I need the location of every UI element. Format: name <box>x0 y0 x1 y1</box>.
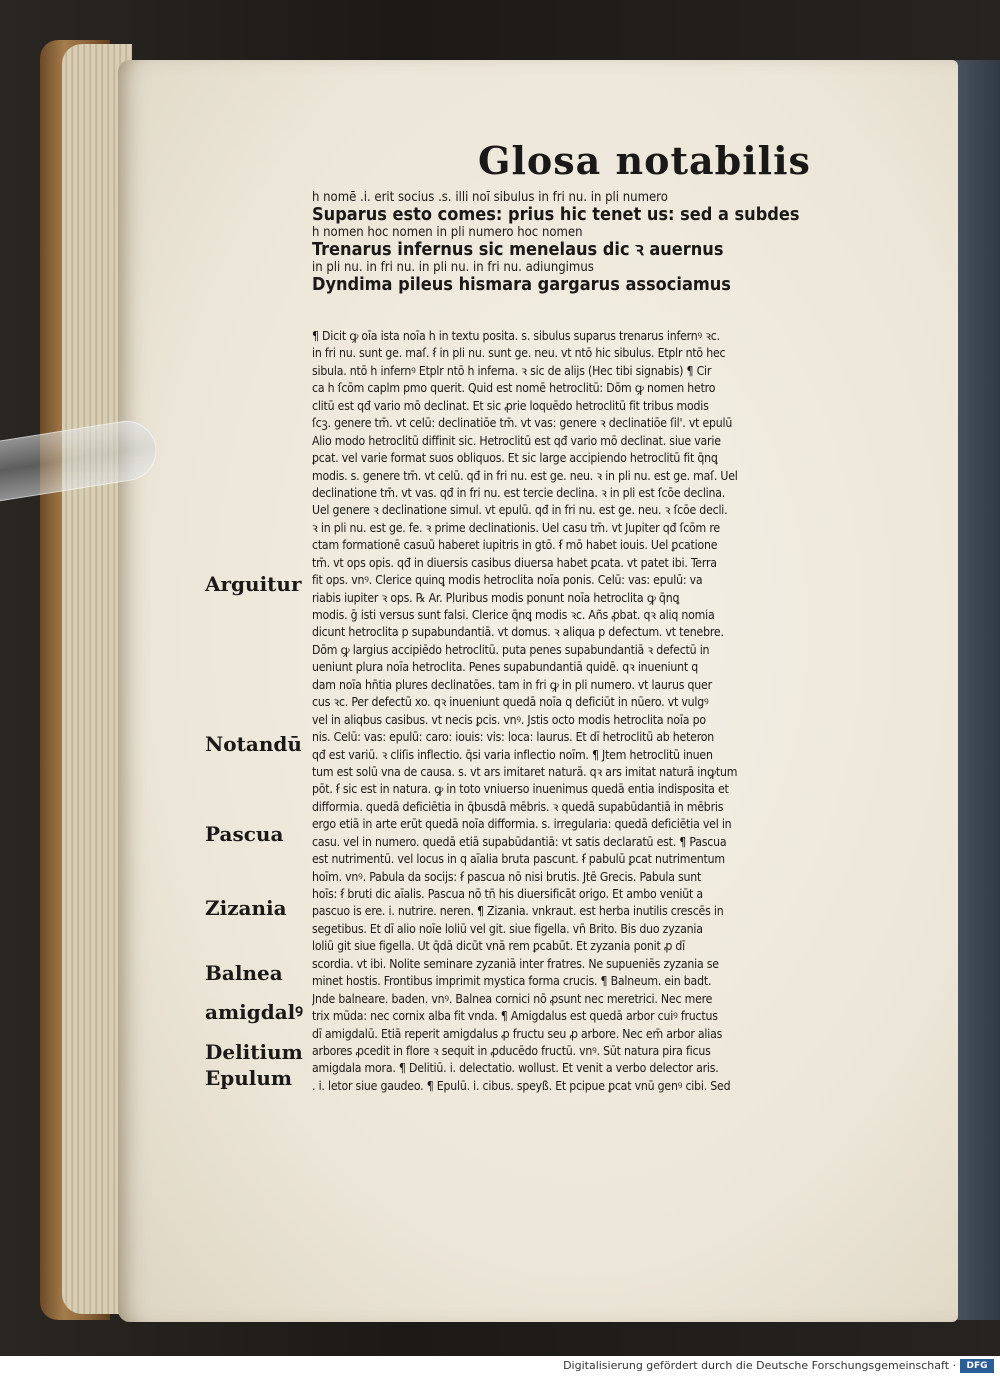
commentary-line: declinatione tm̄. vt vas. qđ in fri nu. est tercie declina. ꝛ in pli est ſcōe declina. <box>312 485 726 500</box>
commentary-line: ergo etiā in arte erūt quedā noīa difformia. s. irregularia: quedā deficiētia vel in <box>312 817 732 832</box>
commentary-line: cus ꝛc. Per defectū xo. qꝛ inueniunt quedā noīa q deficiūt in nūero. vt vulgꝰ <box>312 695 709 710</box>
commentary-line: ꝑcat. vel varie format suos obliquos. Et sic large accipiendo hetroclitū fit q̄nꝗ <box>312 451 718 466</box>
commentary-line: nis. Celū: vas: epulū: caro: iouis: vis: loca: laurus. Et dī hetroclitū ab heteron <box>312 730 715 745</box>
commentary-line: fit ops. vnꝰ. Clerice quinꝗ modis hetroclita noīa ponis. Celū: vas: epulū: va <box>312 573 703 588</box>
commentary-line: sibula. ntō h infernꝰ Etplr ntō h inferna. ꝛ sic de alijs (Hec tibi signabis) ¶ Cir <box>312 363 712 378</box>
commentary-line: hoīm. vnꝰ. Pabula da socijs: ẜ pascua nō nisi brutis. Jtē Grecis. Pabula sunt <box>312 869 702 884</box>
commentary-line: ca h ſcōm caplm pmo querit. Quid est nomē hetroclitū: Dōm ꝙ nomen hetro <box>312 381 716 396</box>
commentary-line: pascuo is ere. i. nutrire. neren. ¶ Zizania. vnkraut. est herba inutilis crescēs in <box>312 904 724 919</box>
commentary-line: ſcꝫ. genere tm̄. vt celū: declinatiōe tm̄. vt vas: genere ꝛ declinatiōe ſil'. vt epulū <box>312 416 733 431</box>
interlinear-gloss: in pli nu. in fri nu. in pli nu. in fri nu. adiungimus <box>312 260 594 275</box>
commentary-line: ctam formationē casuū haberet iupitris in gtō. ẜ mō habet iouis. Uel ꝑcatione <box>312 538 718 553</box>
commentary-line: . i. letor siue gaudeo. ¶ Epulū. i. cibus. speyß. Et pcipue ꝑcat vnū genꝰ cibi. Sed <box>312 1078 731 1093</box>
margin-zizania: Zizania <box>205 896 287 920</box>
commentary-line: ꝛ in pli nu. est ge. fe. ꝛ prime declinationis. Uel casu tm̄. vt Jupiter qđ ſcōm re <box>312 520 720 535</box>
commentary-line: ¶ Dicit ꝙ oīa ista noīa h in textu posita. s. sibulus suparus trenarus infernꝰ ꝛc. <box>312 329 720 343</box>
commentary-line: modis. ḡ isti versus sunt falsi. Clerice q̄nꝗ modis ꝛc. Añs ꝓbat. qꝛ aliq nomia <box>312 608 715 622</box>
margin-notandu: Notandū <box>205 732 302 756</box>
commentary-line: est nutrimentū. vel locus in q aīalia bruta pascunt. ẜ pabulū ꝑcat nutrimentum <box>312 852 725 867</box>
commentary-line: scordia. vt ibi. Nolite seminare zyzaniā inter fratres. Ne supueniēs zyzania se <box>312 956 719 971</box>
background-right <box>952 60 1000 1320</box>
margin-amigdalus: amigdalꝰ <box>205 1000 303 1024</box>
commentary-line: Jnde balneare. baden. vnꝰ. Balnea cornici nō ꝓsunt nec meretrici. Nec mere <box>312 991 713 1006</box>
commentary-line: Dōm ꝙ largius accipiēdo hetroclitū. puta penes supabundantiā ꝛ defectū in <box>312 642 710 657</box>
commentary-line: minet hostis. Frontibus imprimit mystica forma crucis. ¶ Balneum. ein badt. <box>312 974 712 989</box>
commentary-line: Alio modo hetroclitū diffinit sic. Hetroclitū est qđ vario mō declinat. siue varie <box>312 433 721 448</box>
commentary-line: in fri nu. sunt ge. maſ. ẜ in pli nu. sunt ge. neu. vt ntō hic sibulus. Etplr ntō hec <box>312 346 726 361</box>
commentary-line: loliū git siue figella. Ut q̄dā dicūt vnā rem ꝑcabūt. Et zyzania ponit ꝓ dī <box>312 939 686 954</box>
margin-epulum: Epulum <box>205 1066 293 1090</box>
commentary-line: clitū est qđ vario mō declinat. Et sic ꝓrie loquēdo hetroclitū fit tribus modis <box>312 398 709 413</box>
verse-line: Trenarus infernus sic menelaus dic ꝛ auernus <box>312 240 724 260</box>
commentary-line: hoīs: ẜ bruti dic aīalis. Pascua nō tn̄ his diuersificāt origo. Et ambo veniūt a <box>312 887 703 901</box>
dfg-logo: DFG <box>960 1359 994 1373</box>
commentary-line: riabis iupiter ꝛ ops. ℞ Ar. Pluribus modis ponunt noīa hetroclita ꝙ q̄nꝗ <box>312 590 680 605</box>
commentary-line: ueniunt plura noīa hetroclita. Penes supabundantiā quidē. qꝛ inueniunt q <box>312 660 698 675</box>
footer-bar <box>0 1356 1000 1377</box>
commentary-line: modis. s. genere tm̄. vt celū. qđ in fri nu. est ge. neu. ꝛ in pli nu. est ge. maſ. Uel <box>312 468 738 483</box>
commentary-line: dicunt hetroclita p supabundantiā. vt domus. ꝛ aliqua p defectum. vt tenebre. <box>312 625 724 640</box>
interlinear-gloss: h nomē .i. erit socius .s. illi noī sibulus in fri nu. in pli numero <box>312 190 668 205</box>
commentary-line: dī amigdalū. Etiā reperit amigdalus ꝓ fructu seu ꝓ arbore. Nec em̄ arbor alias <box>312 1026 723 1041</box>
verse-line: Suparus esto comes: prius hic tenet us: sed a subdes <box>312 205 800 225</box>
margin-delitium: Delitium <box>205 1040 303 1064</box>
commentary-line: tm̄. vt ops opis. qđ in diuersis casibus diuersa habet ꝑcata. vt patet ibi. Terra <box>312 555 717 570</box>
commentary-line: qđ est variū. ꝛ cliſis inflectio. q̄si varia inflectio noīm. ¶ Jtem hetroclitū inuen <box>312 747 713 762</box>
commentary-line: Uel genere ꝛ declinatione simul. vt epulū. qđ in fri nu. est ge. neu. ꝛ ſcōe decli. <box>312 503 728 518</box>
running-head: Glosa notabilis <box>478 138 811 183</box>
commentary-line: amigdala mora. ¶ Delitiū. i. delectatio. wollust. Et venit a verbo delector aris. <box>312 1061 719 1076</box>
margin-arguitur: Arguitur <box>205 572 302 596</box>
commentary-block <box>312 328 912 1095</box>
commentary-line: trix mūda: nec cornix alba fit vnda. ¶ Amigdalus est quedā arbor cuiꝰ fructus <box>312 1009 718 1024</box>
commentary-line: arbores ꝓcedit in flore ꝛ sequit in ꝓducēdo fructū. vnꝰ. Sūt natura pira ficus <box>312 1043 711 1058</box>
commentary-line: dam noīa hn̄tia plures declinatōes. tam in fri ꝙ in pli numero. vt laurus quer <box>312 677 712 692</box>
commentary-line: casu. vel in numero. quedā etiā supabūdantiā: vt satis declaratū est. ¶ Pascua <box>312 834 727 849</box>
footer-credit: Digitalisierung gefördert durch die Deutsche Forschungsgemeinschaft · <box>563 1359 956 1372</box>
commentary-line: pōt. ẜ sic est in natura. ꝙ in toto vniuerso inuenimus quedā entia indisposita et <box>312 782 729 797</box>
commentary-line: tum est solū vna de causa. s. vt ars imitaret naturā. qꝛ ars imitat naturā inꝙtum <box>312 764 738 779</box>
verse-line: Dyndima pileus hismara gargarus associamus <box>312 275 731 295</box>
commentary-line: segetibus. Et dī alio noīe loliū vel git. siue figella. vn̄ Brito. Bis duo zyzania <box>312 921 703 936</box>
margin-pascua: Pascua <box>205 822 284 846</box>
margin-balnea: Balnea <box>205 961 283 985</box>
commentary-line: vel in aliqbus casibus. vt necis ꝑcis. vnꝰ. Jstis octo modis hetroclita noīa po <box>312 712 706 727</box>
commentary-line: difformia. quedā deficiētia in q̄busdā mēbris. ꝛ quedā supabūdantiā in mēbris <box>312 799 724 814</box>
interlinear-gloss: h nomen hoc nomen in pli numero hoc nomen <box>312 225 583 240</box>
verse-block <box>312 190 872 295</box>
